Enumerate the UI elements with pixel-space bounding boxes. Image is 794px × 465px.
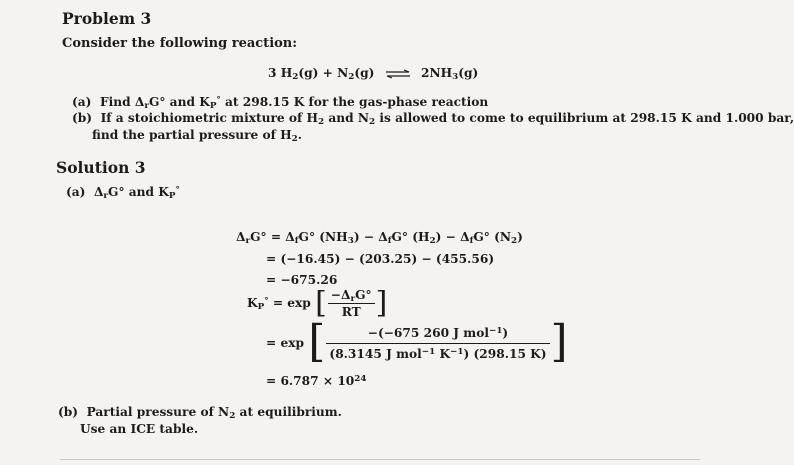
problem-part-a: (a) Find $\Delta_rG^\circ$ and $K_P^\circ$ at 298.15 K for the gas-phase reaction bbox=[72, 95, 489, 112]
reaction-equation: 3 $H_2(g) + N_2(g)$ $2NH_3(g)$ bbox=[268, 66, 479, 83]
kp-substitution: = exp [ $\frac{-(-675 260 J mol^{-1})}{(8.3145 J mol^{-1} K^{-1}) (298.15 K)}$ ] bbox=[266, 315, 568, 367]
equilibrium-arrow-icon bbox=[385, 70, 411, 78]
solution-part-b-note: Use an ICE table. bbox=[80, 422, 199, 436]
problem-intro: Consider the following reaction: bbox=[62, 36, 298, 51]
problem-part-b-line2: find the partial pressure of $H_2$. bbox=[92, 128, 303, 145]
kp-definition: $K_P^\circ = \exp$ [ $\frac{-\Delta_rG^\circ}{RT}$ ] bbox=[247, 285, 388, 321]
solution-title: Solution 3 bbox=[56, 158, 146, 177]
problem-title: Problem 3 bbox=[62, 9, 152, 28]
gibbs-equation: $\Delta_rG^\circ = \Delta_fG^\circ$ $(NH_3) - \Delta_fG^\circ$ $(H_2) - \Delta_fG^\circ$ $(N_2)$ bbox=[236, 230, 523, 247]
kp-result: = $6.787 \times 10^{24}$ bbox=[266, 374, 367, 388]
problem-part-b-line1: (b) If a stoichiometric mixture of $H_2$ and $N_2$ is allowed to come to equilibrium at 298.15 K and 1.000 bar, bbox=[72, 111, 794, 128]
gibbs-result: = −675.26 bbox=[266, 273, 338, 287]
solution-part-a-heading: (a) $\Delta_rG^\circ$ and $K_P^\circ$ bbox=[66, 185, 180, 202]
page-bottom-rule bbox=[60, 459, 700, 460]
gibbs-substitution: = (−16.45) − (203.25) − (455.56) bbox=[266, 252, 495, 266]
kp-substitution-fraction: $\frac{-(-675 260 J mol^{-1})}{(8.3145 J mol^{-1} K^{-1}) (298.15 K)}$ bbox=[326, 326, 549, 361]
solution-part-b-heading: (b) Partial pressure of $N_2$ at equilibrium. bbox=[58, 405, 342, 422]
kp-fraction: $\frac{-\Delta_rG^\circ}{RT}$ bbox=[328, 288, 375, 319]
